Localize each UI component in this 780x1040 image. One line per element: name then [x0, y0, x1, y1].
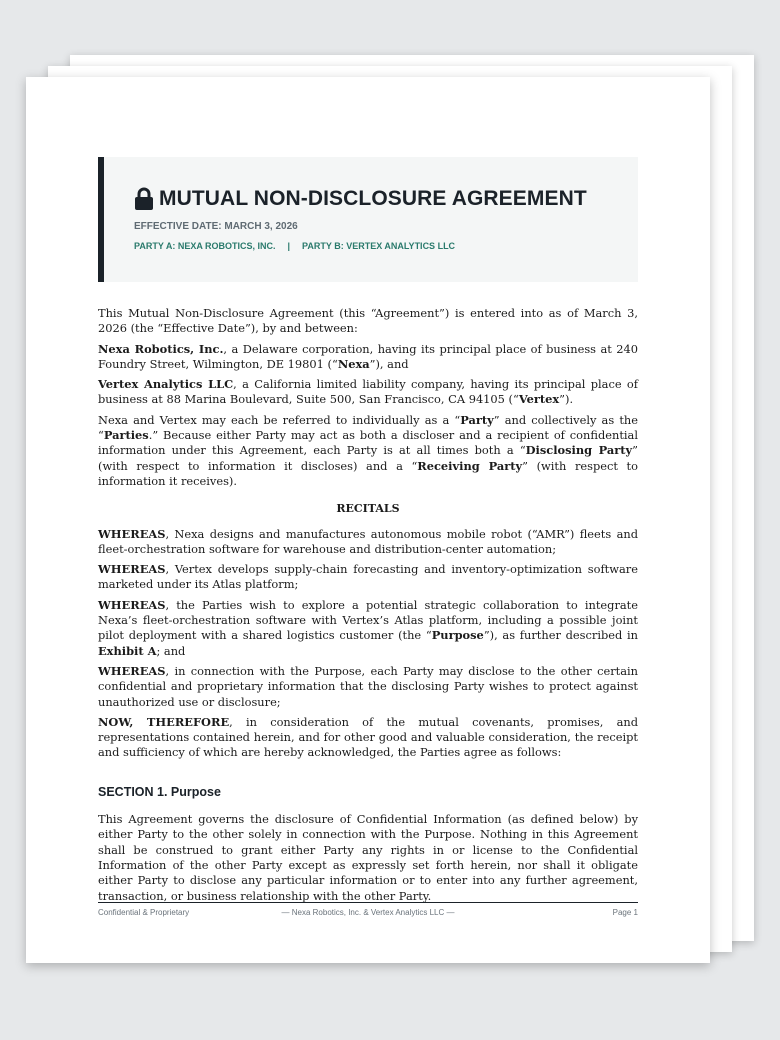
lock-icon [134, 187, 154, 211]
now-therefore-paragraph [98, 715, 638, 761]
party-b-label: PARTY B: VERTEX ANALYTICS LLC [302, 241, 456, 251]
recital-3-text-1: , the Parties wish to explore a potential strategic collaboration to integrate Nexa’s fleet-orchestration software with Vertex’s Atlas platform, including a possible joint pilot deployment with a shared logistics customer (the “ [98, 597, 638, 643]
recital-1-text: , Nexa designs and manufactures autonomous mobile robot (“AMR”) fleets and fleet-orchestration software for warehouse and distribution-center automation; [98, 526, 638, 556]
party-nexa-text: , a Delaware corporation, having its principal place of business at 240 Foundry Street, Wilmington, DE 19801 (“ [98, 341, 638, 371]
recital-4 [98, 664, 638, 710]
defined-term-disclosing: Disclosing Party [525, 443, 633, 458]
definitions-text-2: ” and collectively as the “ [98, 412, 638, 443]
agreement-body [98, 306, 638, 909]
definitions-text-4: ” (with respect to information it discloses) and a “ [98, 443, 638, 473]
footer-page-number: Page 1 [612, 908, 638, 917]
defined-term-receiving: Receiving Party [417, 458, 523, 473]
party-nexa-text-end: ”), and [369, 356, 409, 371]
defined-term-party: Party [460, 412, 494, 427]
title-row [134, 187, 587, 211]
party-vertex-text: , a California limited liability company, having its principal place of business at 88 Marina Boulevard, Suite 500, San Francisco, CA 94105 (“ [98, 377, 638, 407]
recital-1 [98, 527, 638, 558]
party-nexa-short: Nexa [337, 356, 370, 371]
party-nexa-paragraph [98, 342, 638, 373]
party-vertex-short: Vertex [518, 392, 560, 407]
recital-3-text-2: ”), as further described in [483, 628, 638, 643]
definitions-text-5: ” (with respect to information it receives). [98, 458, 638, 488]
recital-3 [98, 598, 638, 659]
exhibit-a-reference: Exhibit A [98, 643, 157, 658]
definitions-text-1: Nexa and Vertex may each be referred to individually as a “ [98, 412, 461, 427]
document-header [98, 157, 638, 282]
recital-2-lead: WHEREAS [98, 562, 166, 577]
recital-3-text-3: ; and [156, 643, 186, 658]
footer-parties: — Nexa Robotics, Inc. & Vertex Analytics LLC — [281, 908, 455, 917]
recital-1-lead: WHEREAS [98, 526, 166, 541]
defined-term-purpose: Purpose [431, 628, 484, 643]
party-vertex-name: Vertex Analytics LLC [98, 377, 234, 392]
party-a-label: PARTY A: NEXA ROBOTICS, INC. [134, 241, 276, 251]
now-therefore-lead: NOW, THEREFORE [98, 714, 230, 729]
section-1-paragraph: This Agreement governs the disclosure of Confidential Information (as defined below) by either Party to the other solely in connection with the Purpose. Nothing in this Agreement shall be construed to grant either Party any rights in or license to the Confidential Information of the other Party except as expressly set forth herein, nor shall it obligate either Party to disclose any particular information or to enter into any further agreement, transaction, or business relationship with the other Party. [98, 812, 638, 903]
intro-paragraph: This Mutual Non-Disclosure Agreement (this “Agreement”) is entered into as of March 3, 2026 (the “Effective Date”), by and between: [98, 306, 638, 336]
recital-2 [98, 562, 638, 593]
party-nexa-name: Nexa Robotics, Inc. [98, 341, 224, 356]
definitions-text-3: .” Because either Party may act as both a discloser and a recipient of confidential information under this Agreement, each Party is at all times both a “ [98, 428, 638, 458]
document-title: MUTUAL NON-DISCLOSURE AGREEMENT [159, 187, 587, 210]
party-vertex-text-end: ”). [559, 392, 574, 407]
recitals-heading: RECITALS [336, 502, 400, 516]
recital-2-text: , Vertex develops supply-chain forecasting and inventory-optimization software marketed under its Atlas platform; [98, 562, 638, 592]
definitions-paragraph [98, 413, 638, 489]
recital-4-lead: WHEREAS [98, 663, 166, 678]
footer-divider [98, 902, 638, 903]
document-page [26, 77, 710, 963]
effective-date: EFFECTIVE DATE: MARCH 3, 2026 [134, 221, 298, 232]
recital-4-text: , in connection with the Purpose, each Party may disclose to the other certain confidential and proprietary information that the disclosing Party wishes to protect against unauthorized use or disclosure; [98, 663, 638, 709]
recital-3-lead: WHEREAS [98, 597, 166, 612]
party-separator: | [287, 241, 291, 251]
now-therefore-text: , in consideration of the mutual covenants, promises, and representations contained herein, and for other good and valuable consideration, the receipt and sufficiency of which are hereby acknowledged, the Parties agree as follows: [98, 714, 638, 760]
party-vertex-paragraph [98, 377, 638, 408]
footer-confidential: Confidential & Proprietary [98, 908, 190, 917]
defined-term-parties: Parties [103, 428, 149, 443]
section-1-heading: SECTION 1. Purpose [98, 784, 221, 799]
parties-row [134, 241, 455, 251]
